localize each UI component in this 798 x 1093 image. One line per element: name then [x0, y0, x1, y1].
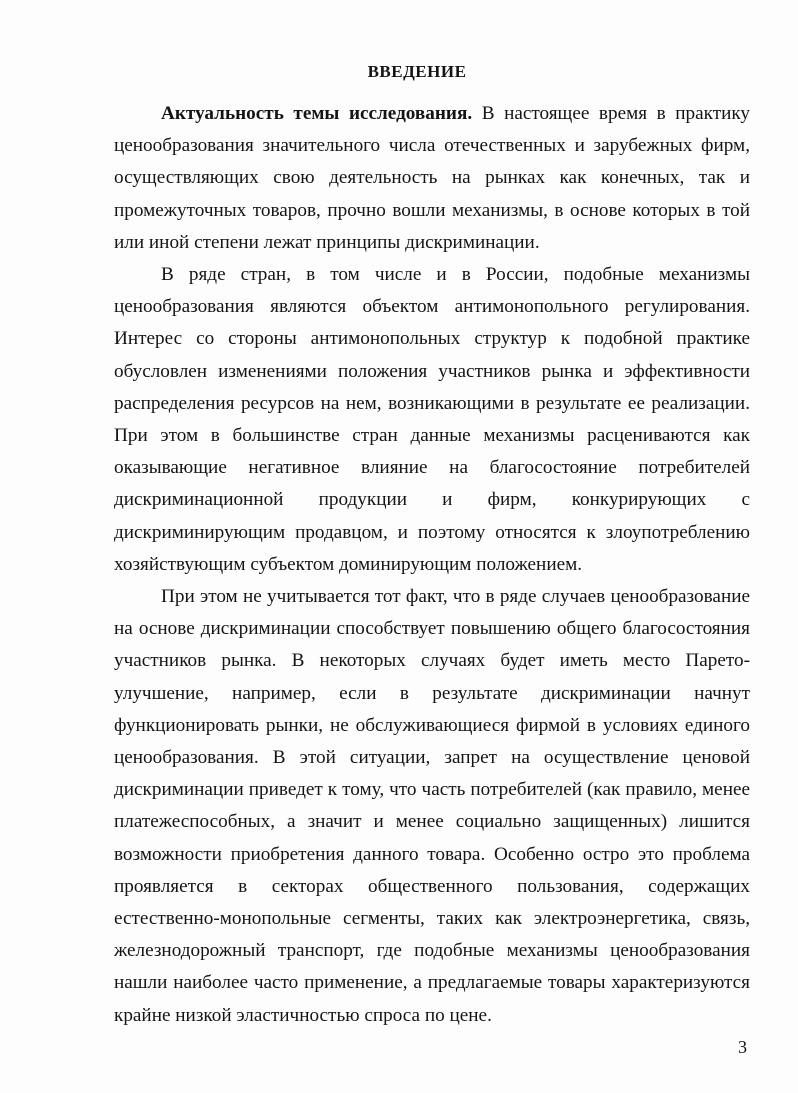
paragraph-welfare: При этом не учитывается тот факт, что в ряде случаев ценообразование на основе дискриминации способствует повышению общего благосостояния участников рынка. В некоторых случаях будет иметь место Парето-улучшение, например, если в результате дискриминации начнут функционировать рынки, не обслуживающиеся фирмой в условиях единого ценообразования. В этой ситуации, запрет на осуществление ценовой дискриминации приведет к тому, что часть потребителей (как правило, менее платежеспособных, а значит и менее социально защищенных) лишится возможности приобретения данного товара. Особенно остро это проблема проявляется в секторах общественного пользования, содержащих естественно-монопольные сегменты, таких как электроэнергетика, связь, железнодорожный транспорт, где подобные механизмы ценообразования нашли наиболее часто применение, а предлагаемые товары характеризуются крайне низкой эластичностью спроса по цене.: [114, 586, 750, 1026]
page-title: ВВЕДЕНИЕ: [367, 62, 467, 81]
page-number: 3: [738, 1037, 747, 1057]
paragraph-relevance: [114, 98, 750, 259]
paragraph-lead: Актуальность темы исследования.: [161, 103, 473, 124]
body-text: [114, 98, 750, 1032]
paragraph-body: В настоящее время в практику ценообразования значительного числа отечественных и зарубежных фирм, осуществляющих свою деятельность на рынках как конечных, так и промежуточных товаров, прочно вошли механизмы, в основе которых в той или иной степени лежат принципы дискриминации.: [114, 103, 750, 253]
paragraph-regulation: В ряде стран, в том числе и в России, подобные механизмы ценообразования являются объектом антимонопольного регулирования. Интерес со стороны антимонопольных структур к подобной практике обусловлен изменениями положения участников рынка и эффективности распределения ресурсов на нем, возникающими в результате ее реализации. При этом в большинстве стран данные механизмы расцениваются как оказывающие негативное влияние на благосостояние потребителей дискриминационной продукции и фирм, конкурирующих с дискриминирующим продавцом, и поэтому относятся к злоупотреблению хозяйствующим субъектом доминирующим положением.: [114, 264, 750, 575]
